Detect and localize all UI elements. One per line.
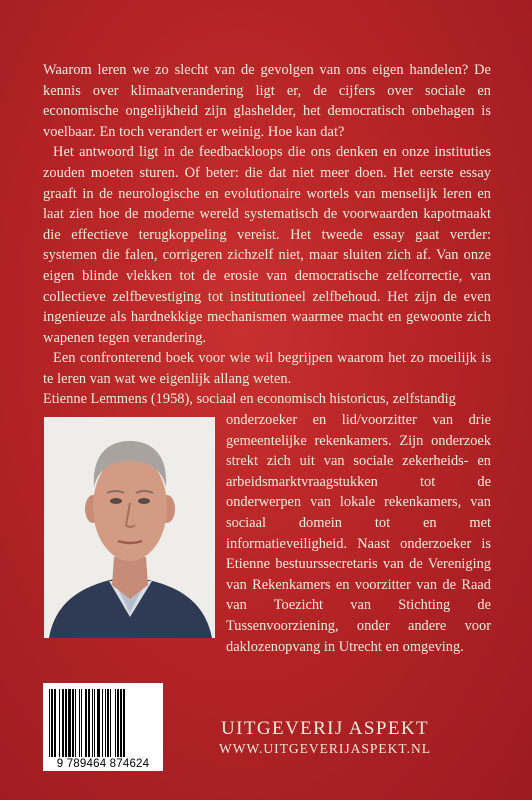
publisher-block [200,718,450,758]
blurb-paragraph-3: Een confronterend boek voor wie wil begrijpen waarom het zo moeilijk is te leren van wat we eigenlijk allang weten. [43,350,491,387]
isbn-barcode [43,683,163,771]
author-photo [44,417,215,638]
isbn-number: 9 789464 874624 [56,758,150,770]
blurb-paragraph-2: Het antwoord ligt in de feedbackloops die ons denken en onze instituties zouden moeten sturen. Of beter: die dat niet meer doen. Het eerste essay graaft in de neurologische en evolutionaire wortels van menselijk leren en laat zien hoe de moderne wereld systematisch de voorwaarden kapotmaakt die effectieve terugkoppeling vereist. Het tweede essay gaat verder: systemen die falen, corrigeren zichzelf niet, maar sluiten zich af. Van onze eigen blinde vlekken tot de erosie van democratische zelfcorrectie, van collectieve zelfbevestiging tot institutioneel zelfbehoud. Het zijn de even ingenieuze als hardnekkige mechanismen waarmee macht en gewoonte zich wapenen tegen verandering. [43,144,491,346]
author-portrait-image [44,417,215,638]
author-bio-first-line: Etienne Lemmens (1958), sociaal en economisch historicus, zelfstandig [43,391,456,407]
publisher-name: UITGEVERIJ ASPEKT [221,718,429,739]
back-cover-blurb [43,60,491,390]
publisher-url: WWW.UITGEVERIJASPEKT.NL [219,741,431,756]
blurb-paragraph-1: Waarom leren we zo slecht van de gevolgen van ons eigen handelen? De kennis over klimaatverandering ligt er, de cijfers over sociale en economische ongelijkheid zijn glashelder, het democratisch onbehagen is voelbaar. En toch verandert er weinig. Hoe kan dat? [43,62,491,140]
barcode-bars [49,689,157,757]
barcode-bar [125,689,126,757]
author-bio: onderzoeker en lid/voorzitter van drie gemeentelijke rekenkamers. Zijn onderzoek strekt zich uit van sociale zekerheids- en arbeidsmarktvraagstukken tot de onderwerpen van lokale rekenkamers, van sociaal domein tot en met informatieveiligheid. Naast onderzoeker is Etienne bestuurssecretaris van de Vereniging van Rekenkamers en voorzitter van de Raad van Toezicht van Stichting de Tussenvoorziening, onder andere voor daklozenopvang in Utrecht en omgeving. [226,412,491,655]
